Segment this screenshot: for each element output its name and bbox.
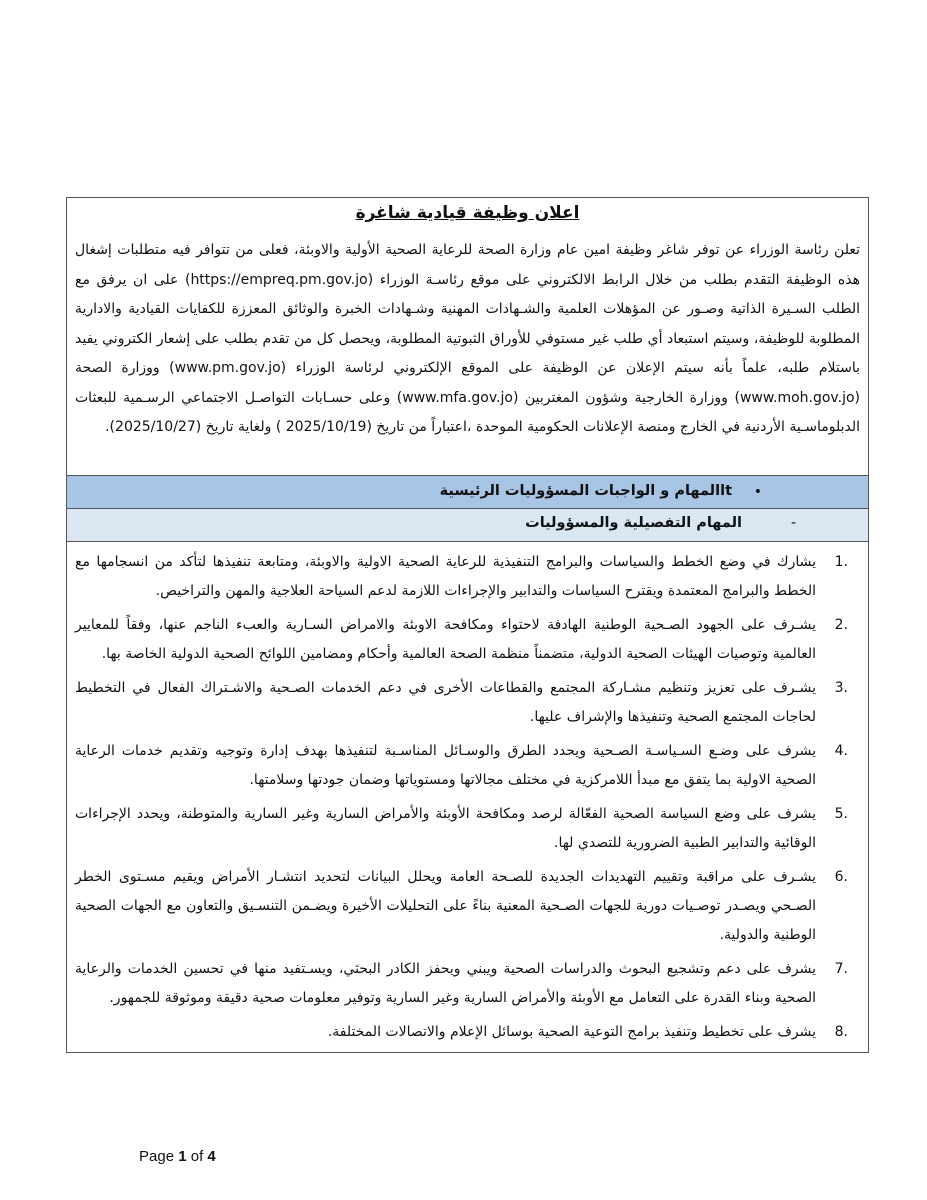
list-item [75,800,860,858]
item-text: يشـرف على الجهود الصـحية الوطنية الهادفة لاحتواء ومكافحة الاوبئة والامراض السـارية والعبء الناجم عنها، وفقاً للمعايير العالمية وتوصيات الهيئات الصحية الدولية، متضمناً منظمة الصحة العالمية وأحكام ومضامين اللوائح الصحية الدولية الخاصة بها. [75,617,816,662]
item-number: 1. [834,554,848,570]
dash-icon: - [790,515,796,531]
duties-list [75,548,860,1052]
page-footer [139,1148,216,1165]
subsection-header [67,509,868,542]
list-item [75,548,860,606]
list-item [75,611,860,669]
section-header-label: ltالمهام و الواجبات المسؤوليات الرئيسية [439,483,732,499]
list-item [75,863,860,950]
section-header [67,476,868,509]
item-text: يشـرف على تعزيز وتنظيم مشـاركة المجتمع والقطاعات الأخرى في دعم الخدمات الصـحية والاشـتراك الفعال في التخطيط لحاجات المجتمع الصحية وتنفيذها والإشراف عليها. [75,680,816,725]
item-number: 4. [834,743,848,759]
list-item [75,674,860,732]
item-text: يشرف على وضع السياسة الصحية الفعّالة لرصد ومكافحة الأوبئة والأمراض السارية وغير السارية والمتوطنة، ويحدد الإجراءات الوقائية والتدابير الطبية الضرورية للتصدي لها. [75,806,816,851]
page-number: 1 [178,1148,187,1165]
item-text: يشرف على دعم وتشجيع البحوث والدراسات الصحية ويبني ويحفز الكادر البحثي، ويسـتفيد منها في تحسين الخدمات والرعاية الصحية وبناء القدرة على التعامل مع الأوبئة والأمراض السارية وغير السارية وتوفير معلومات صحية دقيقة وموثوقة للجمهور. [75,961,816,1006]
item-number: 8. [834,1024,848,1040]
list-item [75,737,860,795]
bullet-icon: • [753,484,762,500]
item-number: 2. [834,617,848,633]
announcement-title: اعلان وظيفة قيادية شاغرة [355,203,580,223]
page-of-label: of [190,1148,204,1165]
list-item [75,955,860,1013]
item-number: 7. [834,961,848,977]
announcement-box [66,197,869,1053]
subsection-header-label: المهام التفصيلية والمسؤوليات [525,515,742,531]
item-text: يشارك في وضع الخطط والسياسات والبرامج التنفيذية للرعاية الصحية الاولية والاوبئة، ومتابعة تنفيذها لتأكد من انسجامها مع الخطط والبرامج المعتمدة ويقترح السياسات والتدابير والإجراءات اللازمة لدعم السياحة العلاجية والمهن والتراخيص. [75,554,816,599]
page-label: Page [139,1148,175,1165]
item-text: يشرف على تخطيط وتنفيذ برامج التوعية الصحية بوسائل الإعلام والاتصالات المختلفة. [327,1024,816,1040]
list-item [75,1018,860,1047]
item-number: 6. [834,869,848,885]
item-number: 3. [834,680,848,696]
announcement-intro: تعلن رئاسة الوزراء عن توفر شاغر وظيفة امين عام وزارة الصحة للرعاية الصحية الأولية والاوبئة، فعلى من تتوافر فيه متطلبات إشغال هذه الوظيفة التقدم بطلب من خلال الرابط الالكتروني على موقع رئاسـة الوزراء (https://empreq.pm.gov.jo) على ان يرفق مع الطلب السـيرة الذاتية وصـور عن المؤهلات العلمية والشـهادات المهنية وشـهادات الخبرة والوثائق المعززة للكفايات القيادية والادارية المطلوبة للوظيفة، وسيتم استبعاد أي طلب غير مستوفي للأوراق الثبوتية المطلوبة، ويحصل كل من تقدم بطلب على إشعار الكتروني يفيد باستلام طلبه، علماً بأنه سيتم الإعلان عن الوظيفة على الموقع الإلكتروني لرئاسة الوزراء (www.pm.gov.jo) ووزارة الصحة (www.moh.gov.jo) ووزارة الخارجية وشؤون المغتربين (www.mfa.gov.jo) وعلى حسـابات التواصـل الاجتماعي الرسـمية للبعثات الدبلوماسـية الأردنية في الخارج ومنصة الإعلانات الحكومية الموحدة ،اعتباراً من تاريخ (2025/10/19 ) ولغاية تاريخ (2025/10/27). [75,242,861,435]
item-number: 5. [834,806,848,822]
page-total: 4 [207,1148,216,1165]
item-text: يشرف على وضـع السـياسـة الصـحية ويحدد الطرق والوسـائل المناسـبة لتنفيذها بهدف إدارة وتوجيه وتقديم خدمات الرعاية الصحية الاولية بما يتفق مع مبدأ اللامركزية في مختلف مجالاتها ومستوياتها وضمان جودتها وسلامتها. [75,743,816,788]
item-text: يشـرف على مراقبة وتقييم التهديدات الجديدة للصـحة العامة ويحلل البيانات لتحديد انتشـار الأمراض ويقيم مسـتوى الخطر الصـحي ويصـدر توصـيات دورية للجهات الصـحية المعنية بناءً على التحليلات الأخيرة ويضـمن التنسـيق والتعاون مع الجهات الصحية الوطنية والدولية. [75,869,816,943]
